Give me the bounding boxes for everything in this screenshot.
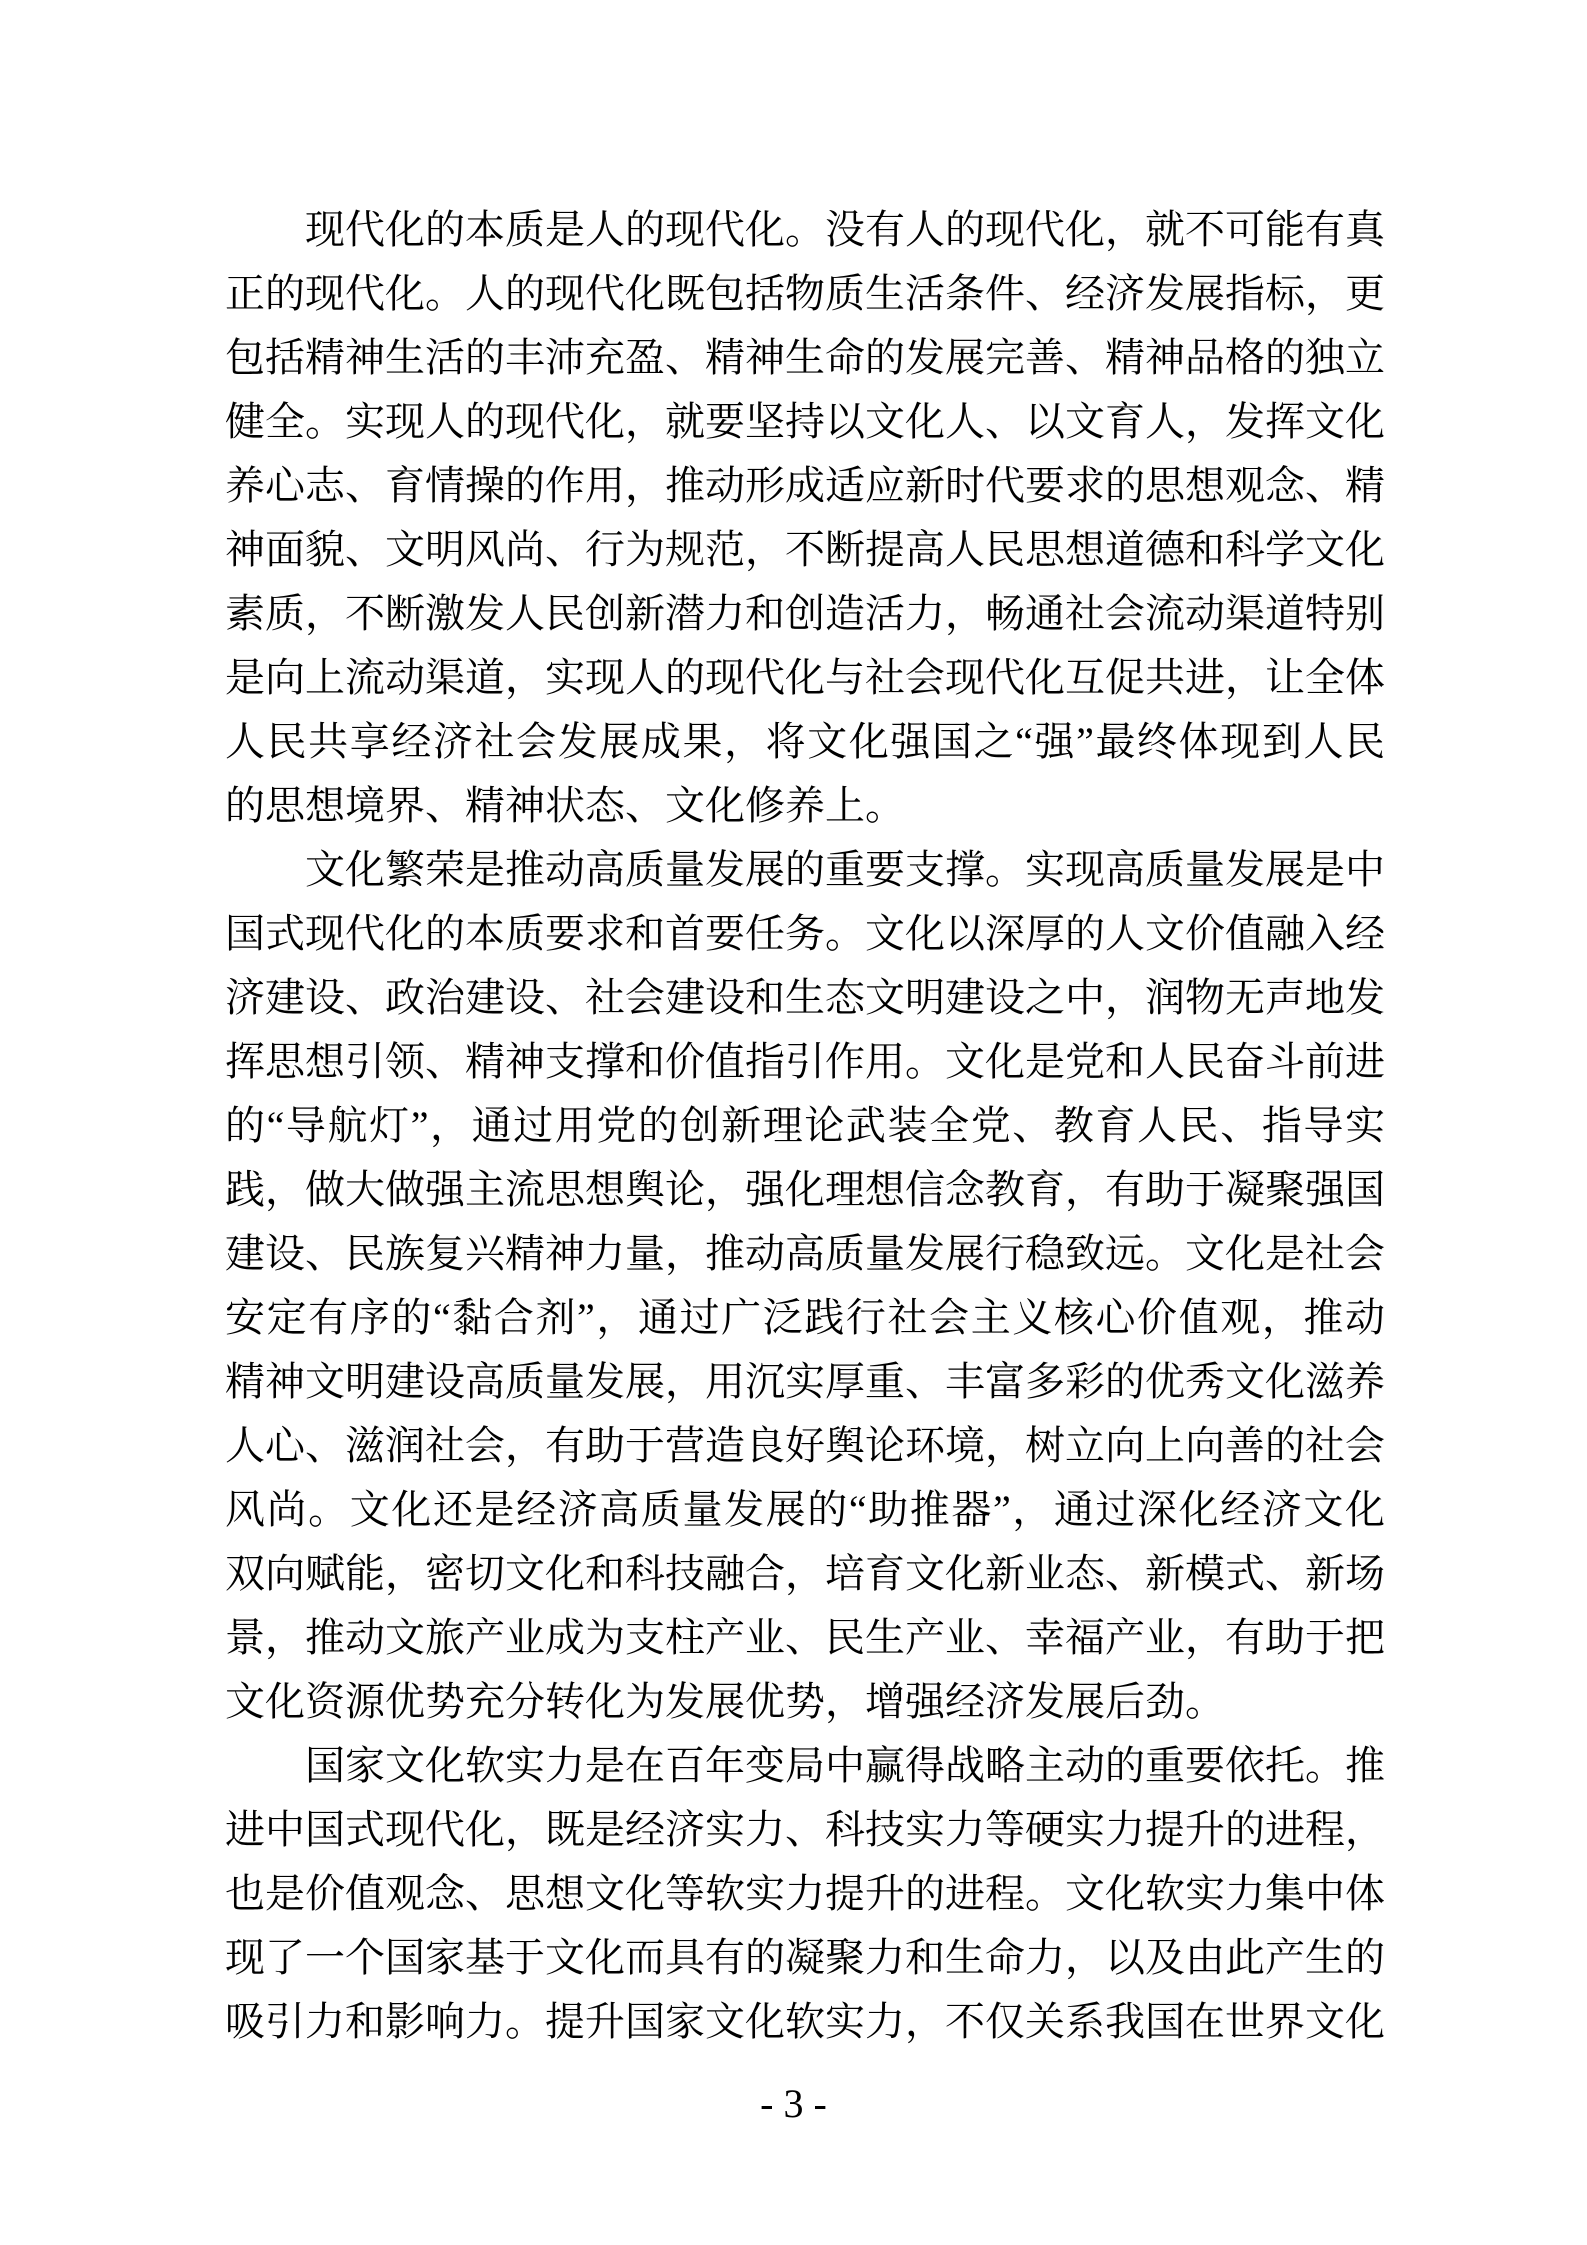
text-line: 安定有序的“黏合剂”，通过广泛践行社会主义核心价值观，推动 [225,1295,1385,1340]
text-line: 神面貌、文明风尚、行为规范，不断提高人民思想道德和科学文化 [225,527,1385,572]
paragraph [225,838,1385,1734]
text-line: 的“导航灯”，通过用党的创新理论武装全党、教育人民、指导实 [225,1103,1385,1148]
text-line: 双向赋能，密切文化和科技融合，培育文化新业态、新模式、新场 [225,1551,1385,1596]
text-line: 景，推动文旅产业成为支柱产业、民生产业、幸福产业，有助于把 [225,1615,1385,1660]
text-line: 国式现代化的本质要求和首要任务。文化以深厚的人文价值融入经 [225,911,1385,956]
text-line: 精神文明建设高质量发展，用沉实厚重、丰富多彩的优秀文化滋养 [225,1359,1385,1404]
text-line: 文化繁荣是推动高质量发展的重要支撑。实现高质量发展是中 [305,847,1385,892]
text-line: 济建设、政治建设、社会建设和生态文明建设之中，润物无声地发 [225,975,1385,1020]
text-line: 吸引力和影响力。提升国家文化软实力，不仅关系我国在世界文化 [225,1999,1385,2044]
text-line: 也是价值观念、思想文化等软实力提升的进程。文化软实力集中体 [225,1871,1385,1916]
text-line: 风尚。文化还是经济高质量发展的“助推器”，通过深化经济文化 [225,1487,1385,1532]
text-line: 进中国式现代化，既是经济实力、科技实力等硬实力提升的进程， [225,1807,1385,1852]
text-line: 文化资源优势充分转化为发展优势，增强经济发展后劲。 [225,1679,1225,1724]
text-line: 包括精神生活的丰沛充盈、精神生命的发展完善、精神品格的独立 [225,335,1385,380]
paragraph [225,1734,1385,2054]
text-line: 现代化的本质是人的现代化。没有人的现代化，就不可能有真 [305,207,1385,252]
text-line: 国家文化软实力是在百年变局中赢得战略主动的重要依托。推 [305,1743,1385,1788]
text-line: 素质，不断激发人民创新潜力和创造活力，畅通社会流动渠道特别 [225,591,1385,636]
paragraph [225,198,1385,838]
page-number-label: - 3 - [760,2081,827,2126]
text-line: 人民共享经济社会发展成果，将文化强国之“强”最终体现到人民 [225,719,1385,764]
text-line: 是向上流动渠道，实现人的现代化与社会现代化互促共进，让全体 [225,655,1385,700]
body-text [225,198,1385,2054]
text-line: 挥思想引领、精神支撑和价值指引作用。文化是党和人民奋斗前进 [225,1039,1385,1084]
text-line: 正的现代化。人的现代化既包括物质生活条件、经济发展指标，更 [225,271,1385,316]
text-line: 现了一个国家基于文化而具有的凝聚力和生命力，以及由此产生的 [225,1935,1385,1980]
text-line: 的思想境界、精神状态、文化修养上。 [225,783,905,828]
text-line: 养心志、育情操的作用，推动形成适应新时代要求的思想观念、精 [225,463,1385,508]
text-line: 健全。实现人的现代化，就要坚持以文化人、以文育人，发挥文化 [225,399,1385,444]
text-line: 践，做大做强主流思想舆论，强化理想信念教育，有助于凝聚强国 [225,1167,1385,1212]
text-line: 人心、滋润社会，有助于营造良好舆论环境，树立向上向善的社会 [225,1423,1385,1468]
text-line: 建设、民族复兴精神力量，推动高质量发展行稳致远。文化是社会 [225,1231,1385,1276]
